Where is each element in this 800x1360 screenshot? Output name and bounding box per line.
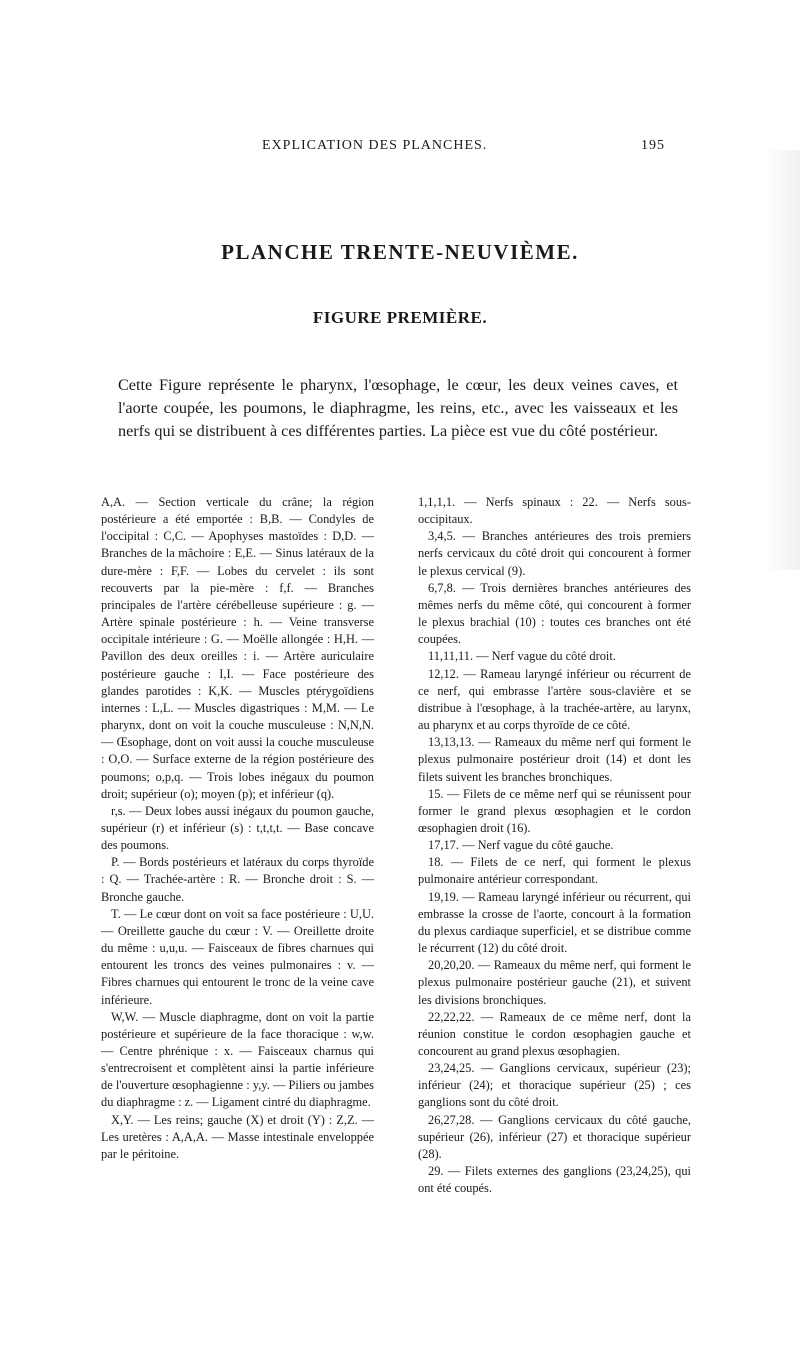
legend-paragraph: 15. — Filets de ce même nerf qui se réunissent pour former le grand plexus œsophagien et le cordon œsophagien droit (16). — [418, 786, 691, 835]
left-column — [101, 494, 374, 1163]
legend-paragraph: P. — Bords postérieurs et latéraux du corps thyroïde : Q. — Trachée-artère : R. — Bronche droit : S. — Bronche gauche. — [101, 855, 374, 904]
legend-paragraph: 3,4,5. — Branches antérieures des trois premiers nerfs cervicaux du côté droit qui concourent à former le plexus cervical (9). — [418, 529, 691, 578]
running-title: EXPLICATION DES PLANCHES. — [262, 138, 488, 153]
legend-paragraph: 13,13,13. — Rameaux du même nerf qui forment le plexus pulmonaire postérieur droit (14) et dont les filets suivent les branches bronchiques. — [418, 735, 691, 784]
legend-paragraph: W,W. — Muscle diaphragme, dont on voit la partie postérieure et supérieure de la face thoracique : w,w. — Centre phrénique : x. — Faisceaux charnus qui s'entrecroisent et complètent ainsi la partie inférieure de l'ouverture œsophagienne : y,y. — Piliers ou jambes du diaphragme : z. — Ligament cintré du diaphragme. — [101, 1009, 374, 1110]
legend-paragraph: 23,24,25. — Ganglions cervicaux, supérieur (23); inférieur (24); et thoracique supérieur (25) ; ces ganglions sont du côté droit. — [418, 1061, 691, 1110]
legend-paragraph: 22,22,22. — Rameaux de ce même nerf, dont la réunion constitue le cordon œsophagien gauche et concourent au grand plexus œsophagien. — [418, 1009, 691, 1058]
plate-title: PLANCHE TRENTE-NEUVIÈME. — [221, 240, 579, 264]
legend-paragraph: T. — Le cœur dont on voit sa face postérieure : U,U. — Oreillette gauche du cœur : V. — Oreillette droite du même : u,u,u. — Faisceaux de fibres charnues qui entourent les troncs des veines pulmonaires : v. — Fibres charnues qui entourent le tronc de la veine cave inférieure. — [101, 906, 374, 1007]
legend-paragraph: 26,27,28. — Ganglions cervicaux du côté gauche, supérieur (26), inférieur (27) et thoracique supérieur (28). — [418, 1112, 691, 1161]
right-column — [418, 494, 691, 1197]
legend-paragraph: r,s. — Deux lobes aussi inégaux du poumon gauche, supérieur (r) et inférieur (s) : t,t,t,t. — Base concave des poumons. — [101, 803, 374, 853]
legend-paragraph: 12,12. — Rameau laryngé inférieur ou récurrent de ce nerf, qui embrasse l'artère sous-clavière et se distribue à l'œsophage, à la trachée-artère, au larynx, au pharynx et au corps thyroïde de ce côté. — [418, 666, 691, 733]
legend-paragraph: 29. — Filets externes des ganglions (23,24,25), qui ont été coupés. — [418, 1164, 691, 1196]
legend-paragraph: 17,17. — Nerf vague du côté gauche. — [428, 838, 614, 853]
show-through-shadow — [764, 150, 800, 570]
intro-paragraph: Cette Figure représente le pharynx, l'œsophage, le cœur, les deux veines caves, et l'aorte coupée, les poumons, le diaphragme, les reins, etc., avec les vaisseaux et les nerfs qui se distribuent à ces différentes parties. La pièce est vue du côté postérieur. — [118, 376, 678, 441]
legend-paragraph: 19,19. — Rameau laryngé inférieur ou récurrent, qui embrasse la crosse de l'aorte, concourt à la formation du plexus cardiaque superficiel, et se distribue comme le récurrent (12) du côté droit. — [418, 889, 691, 956]
legend-paragraph: 6,7,8. — Trois dernières branches antérieures des mêmes nerfs du même côté, qui concourent à former le plexus brachial (10) : toutes ces branches ont été coupées. — [418, 580, 691, 647]
legend-paragraph: 11,11,11. — Nerf vague du côté droit. — [428, 649, 616, 664]
figure-title: FIGURE PREMIÈRE. — [312, 308, 488, 327]
legend-paragraph: 18. — Filets de ce nerf, qui forment le plexus pulmonaire antérieur correspondant. — [418, 855, 691, 887]
legend-paragraph: 20,20,20. — Rameaux du même nerf, qui forment le plexus pulmonaire postérieur gauche (21), et suivent les divisions bronchiques. — [418, 958, 691, 1007]
page-number: 195 — [641, 138, 665, 153]
legend-paragraph: A,A. — Section verticale du crâne; la région postérieure a été emportée : B,B. — Condyles de l'occipital : C,C. — Apophyses mastoïdes : D,D. — Branches de la mâchoire : E,E. — Sinus latéraux de la dure-mère : F,F. — Lobes du cervelet : ils sont recouverts par la pie-mère : f,f. — Branches principales de l'artère cérébelleuse supérieure : g. — Artère spinale postérieure : h. — Veine transverse occipitale intérieure : G. — Moëlle allongée : H,H. — Pavillon des deux oreilles : i. — Artère auriculaire postérieure gauche : I,I. — Face postérieure des glandes parotides : K,K. — Muscles ptérygoïdiens internes : L,L. — Muscles digastriques : M,M. — Le pharynx, dont on voit la couche musculeuse : N,N,N. — Œsophage, dont on voit aussi la couche musculeuse : O,O. — Surface externe de la région postérieure des poumons; o,p,q. — Trois lobes inégaux du poumon droit; supérieur (o); moyen (p); et inférieur (q). — [101, 495, 374, 801]
legend-paragraph: 1,1,1,1. — Nerfs spinaux : 22. — Nerfs sous-occipitaux. — [418, 495, 691, 527]
legend-paragraph: X,Y. — Les reins; gauche (X) et droit (Y) : Z,Z. — Les uretères : A,A,A. — Masse intestinale enveloppée par le péritoine. — [101, 1112, 374, 1161]
